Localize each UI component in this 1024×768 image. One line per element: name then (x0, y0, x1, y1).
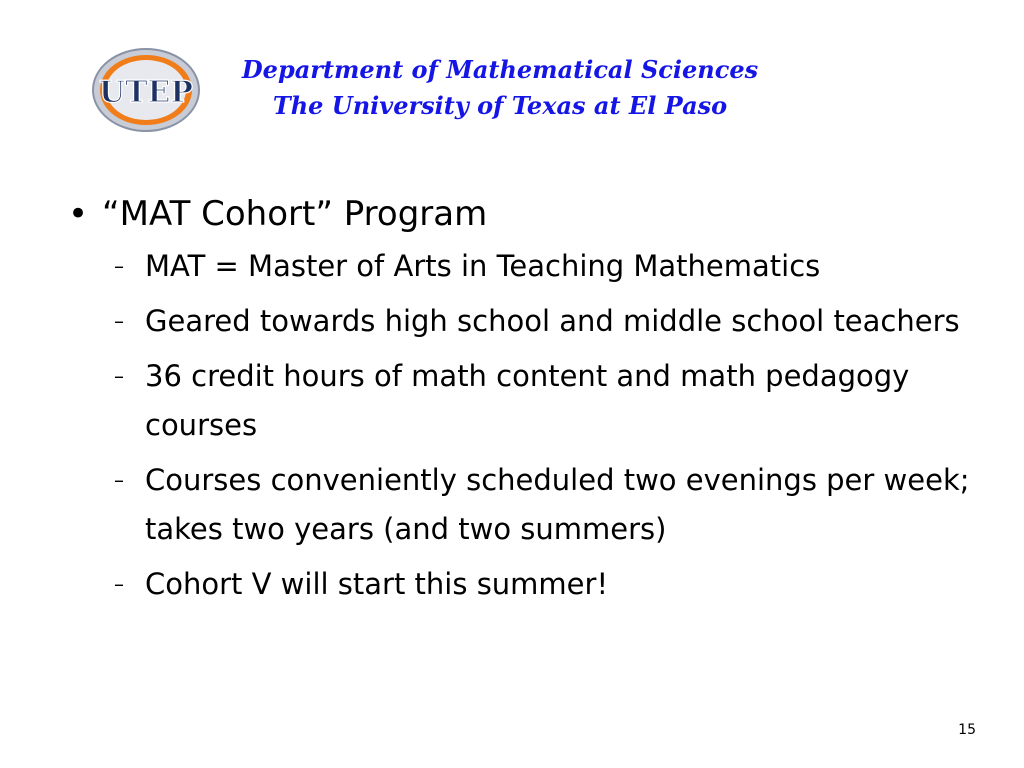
bullet-marker: • (68, 194, 89, 234)
sub-bullet-text: MAT = Master of Arts in Teaching Mathematics (145, 249, 821, 283)
utep-logo (90, 46, 202, 134)
sub-bullet-text: Cohort V will start this summer! (145, 567, 609, 601)
dash-marker: – (114, 364, 124, 388)
page-number: 15 (958, 722, 976, 738)
sub-bullet-text: Courses conveniently scheduled two evenings per week; takes two years (and two summers) (145, 463, 970, 546)
slide-header (200, 52, 800, 124)
dash-marker: – (114, 309, 124, 333)
sub-bullet (64, 297, 984, 346)
dash-marker: – (114, 468, 124, 492)
slide-content (64, 190, 984, 615)
sub-bullet (64, 456, 984, 554)
main-bullet-text: “MAT Cohort” Program (102, 194, 488, 234)
sub-bullet-text: Geared towards high school and middle school teachers (145, 304, 960, 338)
sub-bullet (64, 560, 984, 609)
university-title: The University of Texas at El Paso (272, 91, 728, 120)
sub-bullet-text: 36 credit hours of math content and math pedagogy courses (145, 359, 910, 442)
department-title: Department of Mathematical Sciences (241, 55, 759, 84)
sub-bullet (64, 352, 984, 450)
logo-text: UTEP (99, 75, 193, 110)
dash-marker: – (114, 572, 124, 596)
sub-bullet-list (64, 242, 984, 609)
dash-marker: – (114, 254, 124, 278)
sub-bullet (64, 242, 984, 291)
main-bullet (64, 190, 984, 238)
